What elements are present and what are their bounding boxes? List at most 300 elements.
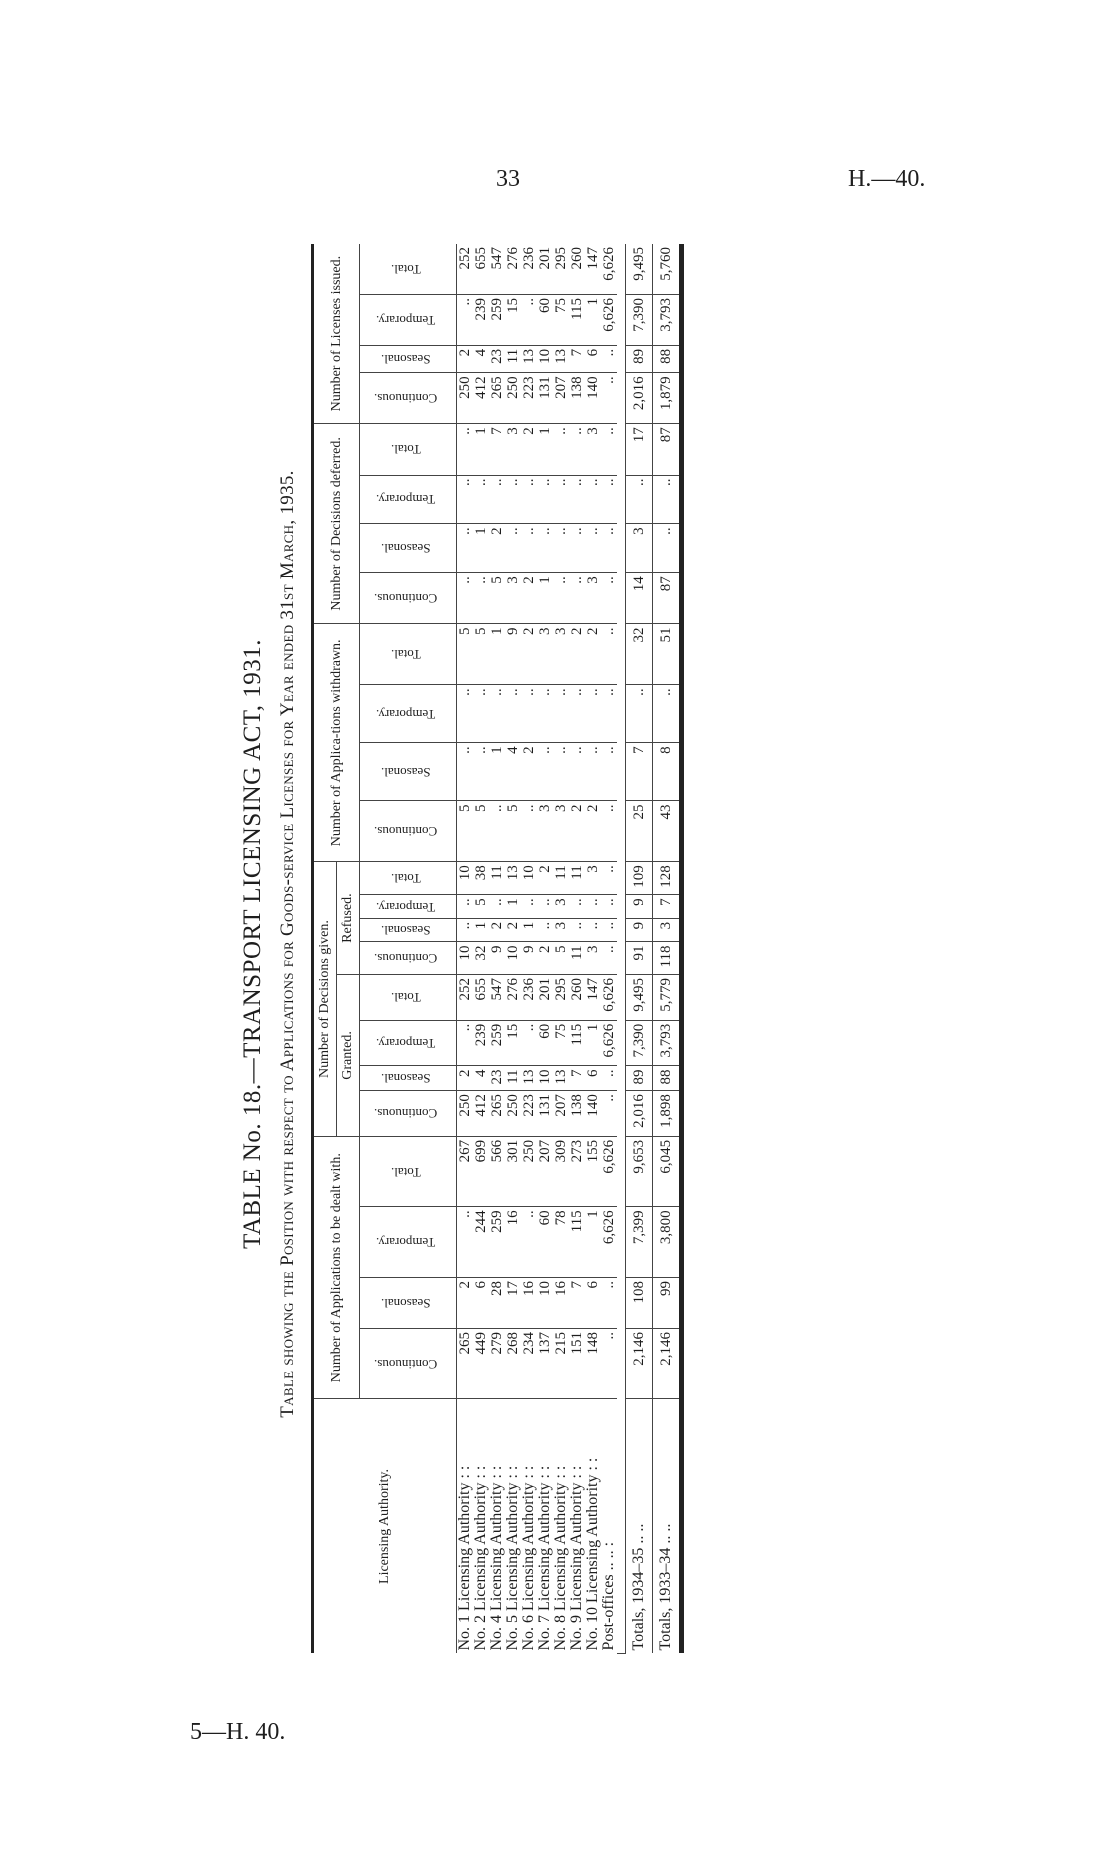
table-cell: 60: [537, 1020, 553, 1066]
table-cell: 1: [489, 743, 505, 801]
table-cell: 16: [553, 1277, 569, 1328]
table-cell: 236: [521, 974, 537, 1020]
table-cell: ..: [505, 685, 521, 743]
table-cell: ..: [601, 1328, 617, 1399]
table-cell: 131: [537, 1091, 553, 1137]
table-cell: 7,390: [626, 294, 653, 345]
table-cell: ..: [626, 475, 653, 524]
table-row: [553, 244, 569, 1654]
table-cell: 1: [537, 424, 553, 475]
subheader-label: Seasonal.: [380, 1295, 431, 1311]
table-cell: ..: [537, 895, 553, 919]
table-cell: ..: [457, 895, 474, 919]
row-label: Totals, 1934–35 .. ..: [626, 1399, 653, 1654]
row-label: No. 4 Licensing Authority : :: [488, 1465, 505, 1651]
table-cell: 5,779: [653, 974, 682, 1020]
table-cell: 2,146: [626, 1328, 653, 1399]
table-cell: ..: [585, 895, 601, 919]
table-cell: 259: [489, 294, 505, 345]
header-deferred: Number of Decisions deferred.: [313, 424, 360, 624]
table-cell: 250: [521, 1136, 537, 1207]
table-cell: ..: [521, 685, 537, 743]
table-cell: 140: [585, 373, 601, 424]
table-cell: 3: [505, 573, 521, 624]
row-label: No. 10 Licensing Authority : :: [584, 1457, 601, 1651]
table-cell: 239: [473, 1020, 489, 1066]
table-cell: 138: [569, 373, 585, 424]
table-cell: 60: [537, 294, 553, 345]
table-cell: 5: [489, 573, 505, 624]
table-cell: 3,793: [653, 294, 682, 345]
table-cell: 201: [537, 244, 553, 294]
table-cell: ..: [601, 942, 617, 974]
table-cell: 9: [626, 918, 653, 942]
table-cell: 6,045: [653, 1136, 682, 1207]
table-cell: 6,626: [601, 1136, 617, 1207]
table-cell: 1: [585, 294, 601, 345]
table-cell: ..: [553, 573, 569, 624]
subheader-label: Total.: [390, 871, 421, 887]
subheader-label: Seasonal.: [380, 1071, 431, 1087]
table-row: [473, 244, 489, 1654]
row-label: No. 6 Licensing Authority : :: [520, 1465, 537, 1651]
table-cell: 2: [569, 801, 585, 862]
table-cell: 13: [553, 345, 569, 372]
table-cell: 5: [457, 624, 474, 685]
subheader-label: Seasonal.: [380, 764, 431, 780]
table-cell: ..: [473, 685, 489, 743]
subheader-continuous: [360, 1091, 457, 1137]
table-cell: ..: [489, 801, 505, 862]
table-cell: ..: [457, 424, 474, 475]
table-cell: 7: [569, 345, 585, 372]
table-cell: 13: [521, 345, 537, 372]
row-label: No. 8 Licensing Authority : :: [552, 1465, 569, 1651]
spacer-row: [617, 244, 626, 1654]
table-cell: 75: [553, 1020, 569, 1066]
subheader-label: Temporary.: [375, 706, 436, 722]
table-cell: 11: [505, 1066, 521, 1091]
table-cell: ..: [473, 743, 489, 801]
subheader-label: Total.: [390, 442, 421, 458]
table-title: TABLE No. 18.—TRANSPORT LICENSING ACT, 1931.: [239, 639, 266, 1249]
subheader-label: Seasonal.: [380, 352, 431, 368]
subheader-total: [360, 424, 457, 475]
table-cell: 109: [626, 862, 653, 895]
table-cell: 14: [626, 573, 653, 624]
subheader-temporary: [360, 1020, 457, 1066]
table-cell: 655: [473, 244, 489, 294]
table-cell: 223: [521, 373, 537, 424]
table-cell: ..: [505, 524, 521, 573]
table-cell: ..: [569, 424, 585, 475]
table-cell: 6: [585, 1277, 601, 1328]
table-cell: ..: [601, 862, 617, 895]
subheader-seasonal: [360, 1066, 457, 1091]
table-cell: 207: [553, 373, 569, 424]
table-cell: 2: [537, 942, 553, 974]
subheader-label: Continuous.: [373, 951, 438, 967]
subheader-label: Continuous.: [373, 1106, 438, 1122]
table-cell: ..: [521, 1020, 537, 1066]
header-refused: Refused.: [337, 862, 360, 975]
table-cell: 1: [537, 573, 553, 624]
subheader-label: Continuous.: [373, 1356, 438, 1372]
table-cell: 91: [626, 942, 653, 974]
subheader-continuous: [360, 373, 457, 424]
table-cell: 115: [569, 1207, 585, 1278]
table-cell: 4: [473, 345, 489, 372]
table-cell: 118: [653, 942, 682, 974]
table-cell: 2: [489, 524, 505, 573]
header-granted: Granted.: [337, 974, 360, 1136]
table-cell: ..: [653, 475, 682, 524]
table-cell: ..: [569, 743, 585, 801]
table-cell: ..: [521, 895, 537, 919]
table-cell: 6: [585, 345, 601, 372]
table-cell: 5: [473, 895, 489, 919]
table-cell: ..: [569, 918, 585, 942]
table-cell: 1: [473, 918, 489, 942]
table-cell: 6: [585, 1066, 601, 1091]
table-cell: 655: [473, 974, 489, 1020]
table-cell: ..: [521, 475, 537, 524]
table-cell: 11: [553, 862, 569, 895]
table-cell: 239: [473, 294, 489, 345]
table-cell: 3: [537, 624, 553, 685]
table-cell: 259: [489, 1207, 505, 1278]
table-cell: 138: [569, 1091, 585, 1137]
table-cell: 10: [537, 345, 553, 372]
table-cell: 10: [457, 862, 474, 895]
table-cell: 250: [505, 1091, 521, 1137]
table-cell: 250: [457, 373, 474, 424]
subheader-label: Total.: [390, 1164, 421, 1180]
table-cell: ..: [601, 895, 617, 919]
table-row: [489, 244, 505, 1654]
table-cell: 566: [489, 1136, 505, 1207]
table-cell: 5: [457, 801, 474, 862]
sheet-signature: 5—H. 40.: [190, 1719, 286, 1745]
table-cell: 3: [585, 573, 601, 624]
table-cell: ..: [521, 294, 537, 345]
table-cell: ..: [569, 685, 585, 743]
header-applications: Number of Applications to be dealt with.: [313, 1136, 360, 1399]
table-cell: ..: [601, 475, 617, 524]
table-cell: 78: [553, 1207, 569, 1278]
table-cell: 6,626: [601, 294, 617, 345]
table-cell: 7,390: [626, 1020, 653, 1066]
table-cell: ..: [601, 624, 617, 685]
table-cell: 236: [521, 244, 537, 294]
table-cell: 2: [521, 573, 537, 624]
table-cell: 11: [489, 862, 505, 895]
table-cell: 207: [537, 1136, 553, 1207]
table-cell: 11: [505, 345, 521, 372]
table-cell: 265: [489, 373, 505, 424]
table-cell: 2: [489, 918, 505, 942]
table-cell: 108: [626, 1277, 653, 1328]
table-cell: 151: [569, 1328, 585, 1399]
table-cell: 13: [553, 1066, 569, 1091]
licensing-table: [311, 244, 684, 1654]
table-cell: 5: [473, 624, 489, 685]
table-cell: 301: [505, 1136, 521, 1207]
table-cell: 75: [553, 294, 569, 345]
table-cell: ..: [473, 573, 489, 624]
subheader-label: Temporary.: [375, 312, 436, 328]
table-row: [537, 244, 553, 1654]
subheader-total: [360, 974, 457, 1020]
table-cell: 3: [553, 895, 569, 919]
table-cell: ..: [457, 1020, 474, 1066]
table-cell: ..: [553, 475, 569, 524]
subheader-label: Temporary.: [375, 899, 436, 915]
row-label: No. 1 Licensing Authority : :: [456, 1465, 473, 1651]
table-cell: ..: [601, 424, 617, 475]
table-cell: 51: [653, 624, 682, 685]
table-cell: 3: [626, 524, 653, 573]
table-cell: 10: [521, 862, 537, 895]
table-cell: 6: [473, 1277, 489, 1328]
subheader-label: Total.: [390, 262, 421, 277]
spacer-cell: [617, 244, 626, 1654]
table-cell: ..: [553, 743, 569, 801]
document-code: H.—40.: [848, 166, 926, 192]
table-cell: ..: [601, 685, 617, 743]
table-cell: 276: [505, 974, 521, 1020]
table-cell: 87: [653, 424, 682, 475]
table-cell: 3: [537, 801, 553, 862]
subheader-seasonal: [360, 345, 457, 372]
table-cell: 9: [626, 895, 653, 919]
table-cell: ..: [537, 475, 553, 524]
table-cell: 9: [489, 942, 505, 974]
subheader-label: Total.: [390, 990, 421, 1006]
table-cell: 23: [489, 1066, 505, 1091]
table-cell: 267: [457, 1136, 474, 1207]
table-cell: 252: [457, 244, 474, 294]
table-cell: 1: [505, 895, 521, 919]
table-cell: ..: [653, 685, 682, 743]
table-cell: 25: [626, 801, 653, 862]
row-label: Totals, 1933–34 .. ..: [653, 1399, 682, 1654]
table-cell: 140: [585, 1091, 601, 1137]
table-row: [569, 244, 585, 1654]
table-cell: 9,653: [626, 1136, 653, 1207]
table-cell: 2,016: [626, 1091, 653, 1137]
row-label: No. 5 Licensing Authority : :: [504, 1465, 521, 1651]
table-cell: ..: [537, 743, 553, 801]
table-cell: ..: [585, 524, 601, 573]
table-cell: ..: [601, 1091, 617, 1137]
table-cell: 265: [489, 1091, 505, 1137]
table-cell: 449: [473, 1328, 489, 1399]
subheader-label: Continuous.: [373, 591, 438, 607]
table-cell: 7: [489, 424, 505, 475]
table-cell: 259: [489, 1020, 505, 1066]
table-cell: 7: [569, 1277, 585, 1328]
page-number: 33: [496, 166, 520, 192]
table-cell: 148: [585, 1328, 601, 1399]
table-cell: 5: [553, 942, 569, 974]
table-cell: 6,626: [601, 1207, 617, 1278]
table-cell: 5: [505, 801, 521, 862]
table-cell: 1,898: [653, 1091, 682, 1137]
table-cell: ..: [489, 475, 505, 524]
table-cell: 250: [505, 373, 521, 424]
table-cell: ..: [553, 685, 569, 743]
table-cell: 3: [553, 801, 569, 862]
table-cell: ..: [489, 685, 505, 743]
table-cell: 295: [553, 244, 569, 294]
subheader-seasonal: [360, 1277, 457, 1328]
table-cell: 2: [457, 345, 474, 372]
table-cell: 3,793: [653, 1020, 682, 1066]
row-label: Post-offices .. .. :: [600, 1541, 617, 1651]
subheader-label: Temporary.: [375, 1036, 436, 1052]
header-decisions: Number of Decisions given.: [313, 862, 337, 1137]
table-cell: 88: [653, 1066, 682, 1091]
table-cell: 131: [537, 373, 553, 424]
table-cell: 10: [537, 1066, 553, 1091]
table-cell: 7: [569, 1066, 585, 1091]
table-cell: 207: [553, 1091, 569, 1137]
table-cell: 244: [473, 1207, 489, 1278]
table-cell: 2: [537, 862, 553, 895]
table-cell: 6,626: [601, 244, 617, 294]
table-cell: 2: [521, 624, 537, 685]
table-cell: 3: [553, 624, 569, 685]
table-cell: 309: [553, 1136, 569, 1207]
table-cell: ..: [569, 475, 585, 524]
table-cell: 16: [521, 1277, 537, 1328]
table-cell: 2: [521, 743, 537, 801]
table-cell: 13: [521, 1066, 537, 1091]
table-cell: ..: [601, 524, 617, 573]
table-cell: ..: [457, 573, 474, 624]
table-cell: 279: [489, 1328, 505, 1399]
table-cell: ..: [569, 573, 585, 624]
subheader-temporary: [360, 895, 457, 919]
table-cell: 3,800: [653, 1207, 682, 1278]
table-cell: ..: [457, 294, 474, 345]
table-cell: ..: [537, 918, 553, 942]
table-cell: 273: [569, 1136, 585, 1207]
table-cell: 4: [505, 743, 521, 801]
table-cell: 9,495: [626, 244, 653, 294]
table-cell: ..: [457, 743, 474, 801]
table-cell: 7: [653, 895, 682, 919]
table-cell: 223: [521, 1091, 537, 1137]
subheader-continuous: [360, 1328, 457, 1399]
table-cell: 2: [585, 801, 601, 862]
row-label: No. 9 Licensing Authority : :: [568, 1465, 585, 1651]
table-cell: 5,760: [653, 244, 682, 294]
subheader-total: [360, 624, 457, 685]
table-cell: 5: [473, 801, 489, 862]
table-cell: 252: [457, 974, 474, 1020]
subheader-label: Seasonal.: [380, 541, 431, 557]
table-cell: 88: [653, 345, 682, 372]
subheader-label: Temporary.: [375, 492, 436, 508]
table-cell: 276: [505, 244, 521, 294]
table-cell: ..: [585, 685, 601, 743]
table-body: [457, 244, 682, 1654]
table-cell: ..: [585, 918, 601, 942]
table-cell: 2,016: [626, 373, 653, 424]
subheader-temporary: [360, 294, 457, 345]
table-cell: ..: [569, 895, 585, 919]
table-cell: 260: [569, 244, 585, 294]
subheader-label: Seasonal.: [380, 923, 431, 939]
table-cell: ..: [601, 743, 617, 801]
table-cell: 3: [585, 862, 601, 895]
table-cell: 4: [473, 1066, 489, 1091]
table-row: [521, 244, 537, 1654]
subheader-total: [360, 1136, 457, 1207]
subheader-total: [360, 862, 457, 895]
table-cell: 250: [457, 1091, 474, 1137]
table-cell: 32: [626, 624, 653, 685]
table-cell: 60: [537, 1207, 553, 1278]
subheader-continuous: [360, 573, 457, 624]
table-cell: 128: [653, 862, 682, 895]
subheader-seasonal: [360, 743, 457, 801]
table-cell: 7: [626, 743, 653, 801]
table-cell: ..: [601, 373, 617, 424]
table-cell: 155: [585, 1136, 601, 1207]
table-cell: 234: [521, 1328, 537, 1399]
header-withdrawn: Number of Applica-tions withdrawn.: [313, 624, 360, 862]
table-row: [505, 244, 521, 1654]
table-cell: ..: [521, 1207, 537, 1278]
table-cell: ..: [537, 685, 553, 743]
table-cell: 115: [569, 1020, 585, 1066]
table-cell: 412: [473, 1091, 489, 1137]
table-cell: 1: [585, 1207, 601, 1278]
table-cell: ..: [457, 475, 474, 524]
table-cell: 99: [653, 1277, 682, 1328]
table-cell: 137: [537, 1328, 553, 1399]
subheader-temporary: [360, 685, 457, 743]
row-label: No. 7 Licensing Authority : :: [536, 1465, 553, 1651]
subheader-seasonal: [360, 918, 457, 942]
totals-row: [653, 244, 682, 1654]
table-cell: 201: [537, 974, 553, 1020]
table-cell: 15: [505, 294, 521, 345]
table-row: [601, 244, 617, 1654]
table-cell: 2: [585, 624, 601, 685]
table-cell: ..: [457, 1207, 474, 1278]
table-cell: 89: [626, 1066, 653, 1091]
subheader-label: Temporary.: [375, 1235, 436, 1251]
table-cell: ..: [601, 918, 617, 942]
table-cell: 260: [569, 974, 585, 1020]
table-cell: 87: [653, 573, 682, 624]
table-cell: ..: [521, 524, 537, 573]
table-cell: 9: [505, 624, 521, 685]
table-cell: 23: [489, 345, 505, 372]
table-cell: 9,495: [626, 974, 653, 1020]
table-cell: 547: [489, 974, 505, 1020]
table-cell: 115: [569, 294, 585, 345]
table-row: [585, 244, 601, 1654]
subheader-temporary: [360, 1207, 457, 1278]
table-cell: ..: [569, 524, 585, 573]
table-cell: 7,399: [626, 1207, 653, 1278]
table-cell: 3: [505, 424, 521, 475]
